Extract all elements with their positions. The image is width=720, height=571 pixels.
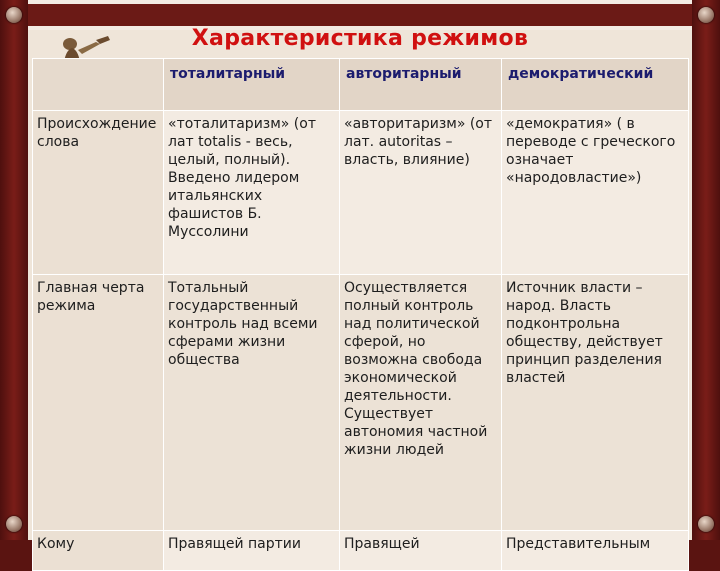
slide-frame-left bbox=[0, 0, 28, 540]
table-header-corner bbox=[33, 59, 164, 111]
rivet-icon bbox=[698, 7, 714, 23]
table-cell: Осуществляется полный контроль над политической сферой, но возможна свобода экономической деятельности. Существует автономия частной жизни людей bbox=[340, 275, 502, 531]
table-cell: «тоталитаризм» (от лат totalis - весь, целый, полный). Введено лидером итальянских фашистов Б. Муссолини bbox=[164, 111, 340, 275]
row-label: Главная черта режима bbox=[33, 275, 164, 531]
rivet-icon bbox=[6, 516, 22, 532]
table-cell: «авторитаризм» (от лат. autoritas – власть, влияние) bbox=[340, 111, 502, 275]
table-cell: Представительным bbox=[502, 531, 689, 571]
table-cell: Источник власти – народ. Власть подконтрольна обществу, действует принцип разделения властей bbox=[502, 275, 689, 531]
page-title: Характеристика режимов bbox=[191, 26, 529, 51]
table-cell: «демократия» ( в переводе с греческого означает «народовластие») bbox=[502, 111, 689, 275]
table-cell: Правящей партии bbox=[164, 531, 340, 571]
table-row bbox=[33, 275, 689, 531]
regimes-table bbox=[32, 58, 689, 571]
table-cell: Правящей bbox=[340, 531, 502, 571]
table-cell: Тотальный государственный контроль над всеми сферами жизни общества bbox=[164, 275, 340, 531]
column-header-authoritarian: авторитарный bbox=[340, 59, 502, 111]
rivet-icon bbox=[6, 7, 22, 23]
column-header-democratic: демократический bbox=[502, 59, 689, 111]
row-label: Происхождение слова bbox=[33, 111, 164, 275]
table-header-row bbox=[33, 59, 689, 111]
table-row bbox=[33, 531, 689, 571]
rivet-icon bbox=[698, 516, 714, 532]
slide-frame-right bbox=[692, 0, 720, 540]
column-header-totalitarian: тоталитарный bbox=[164, 59, 340, 111]
row-label: Кому bbox=[33, 531, 164, 571]
slide-content bbox=[28, 26, 692, 552]
table-row bbox=[33, 111, 689, 275]
